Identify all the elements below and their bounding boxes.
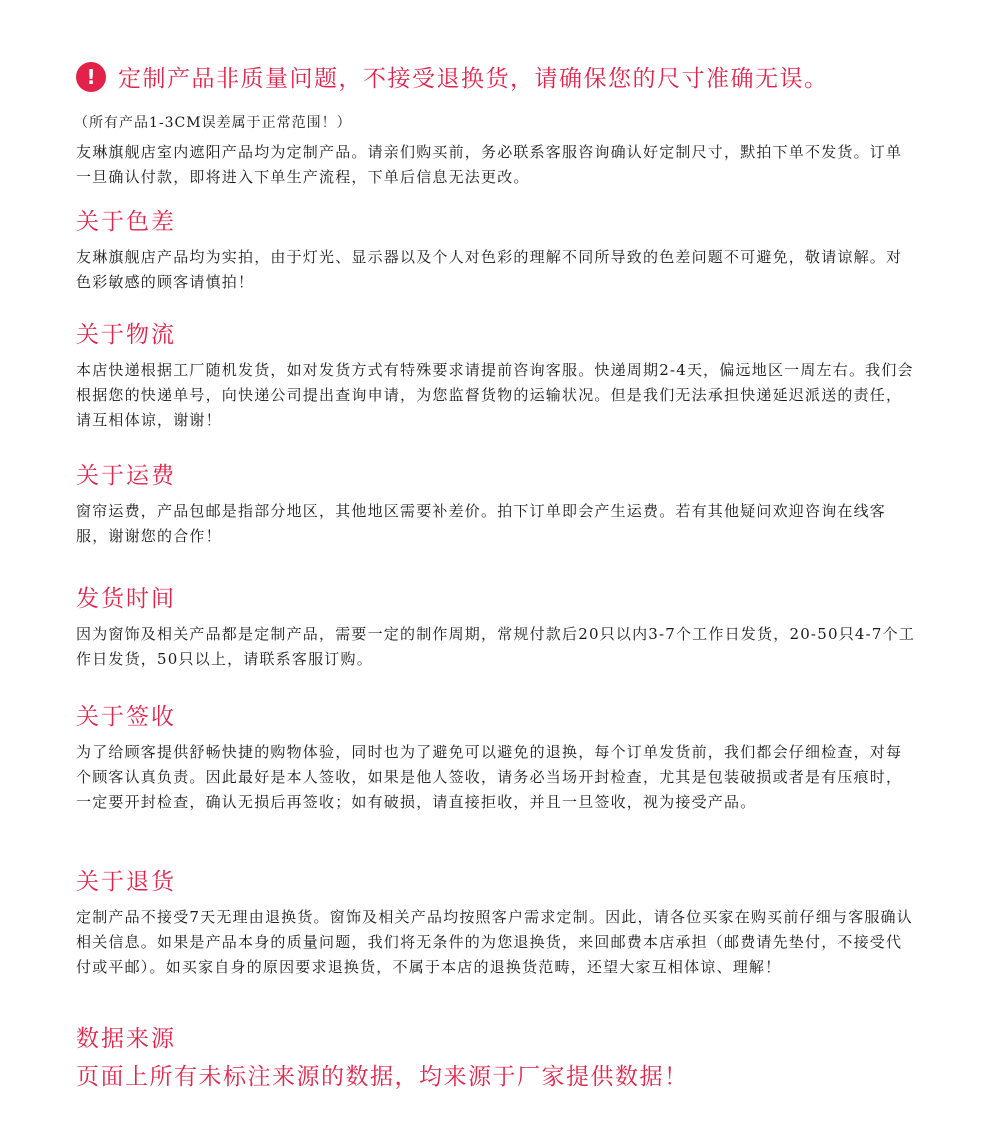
section-logistics — [76, 318, 916, 433]
section-body: 定制产品不接受7天无理由退换货。窗饰及相关产品均按照客户需求定制。因此，请各位买家在购买前仔细与客服确认相关信息。如果是产品本身的质量问题，我们将无条件的为您退换货，来回邮费本店承担（邮费请先垫付，不接受代付或平邮）。如买家自身的原因要求退换货，不属于本店的退换货范畴，还望大家互相体谅、理解！ — [76, 908, 913, 976]
section-body: 窗帘运费，产品包邮是指部分地区，其他地区需要补差价。拍下订单即会产生运费。若有其他疑问欢迎咨询在线客服，谢谢您的合作！ — [76, 502, 887, 545]
section-delivery-time — [76, 582, 916, 672]
section-receipt — [76, 700, 916, 815]
warning-banner — [76, 60, 829, 93]
section-shipping-fee — [76, 459, 916, 549]
section-returns — [76, 865, 916, 980]
section-body: 友琳旗舰店产品均为实拍，由于灯光、显示器以及个人对色彩的理解不同所导致的色差问题不可避免，敬请谅解。对色彩敏感的顾客请慎拍！ — [76, 248, 903, 291]
section-body: 为了给顾客提供舒畅快捷的购物体验，同时也为了避免可以避免的退换，每个订单发货前，我们都会仔细检查，对每个顾客认真负责。因此最好是本人签收，如果是他人签收，请务必当场开封检查，尤其是包装破损或者是有压痕时，一定要开封检查，确认无损后再签收；如有破损，请直接拒收，并且一旦签收，视为接受产品。 — [76, 743, 903, 811]
data-source-text: 页面上所有未标注来源的数据，均来源于厂家提供数据！ — [76, 1064, 689, 1090]
tolerance-note: （所有产品1-3CM误差属于正常范围！） — [74, 115, 352, 131]
section-color-difference — [76, 205, 916, 295]
section-title: 关于色差 — [76, 209, 176, 235]
section-title: 关于物流 — [76, 322, 176, 348]
section-body: 本店快递根据工厂随机发货，如对发货方式有特殊要求请提前咨询客服。快递周期2-4天，偏远地区一周左右。我们会根据您的快递单号，向快递公司提出查询申请，为您监督货物的运输状况。但是我们无法承担快递延迟派送的责任，请互相体谅，谢谢！ — [76, 361, 914, 429]
section-body: 因为窗饰及相关产品都是定制产品，需要一定的制作周期，常规付款后20只以内3-7个工作日发货，20-50只4-7个工作日发货，50只以上，请联系客服订购。 — [76, 625, 916, 668]
section-title: 关于签收 — [76, 704, 176, 730]
section-title: 发货时间 — [76, 586, 176, 612]
section-title: 关于运费 — [76, 463, 176, 489]
warning-text: 定制产品非质量问题，不接受退换货，请确保您的尺寸准确无误。 — [118, 66, 829, 92]
intro-paragraph: 友琳旗舰店室内遮阳产品均为定制产品。请亲们购买前，务必联系客服咨询确认好定制尺寸，默拍下单不发货。订单一旦确认付款，即将进入下单生产流程，下单后信息无法更改。 — [76, 143, 903, 186]
section-title: 关于退货 — [76, 869, 176, 895]
exclamation-icon: ! — [76, 62, 106, 92]
data-source-title: 数据来源 — [76, 1026, 176, 1052]
